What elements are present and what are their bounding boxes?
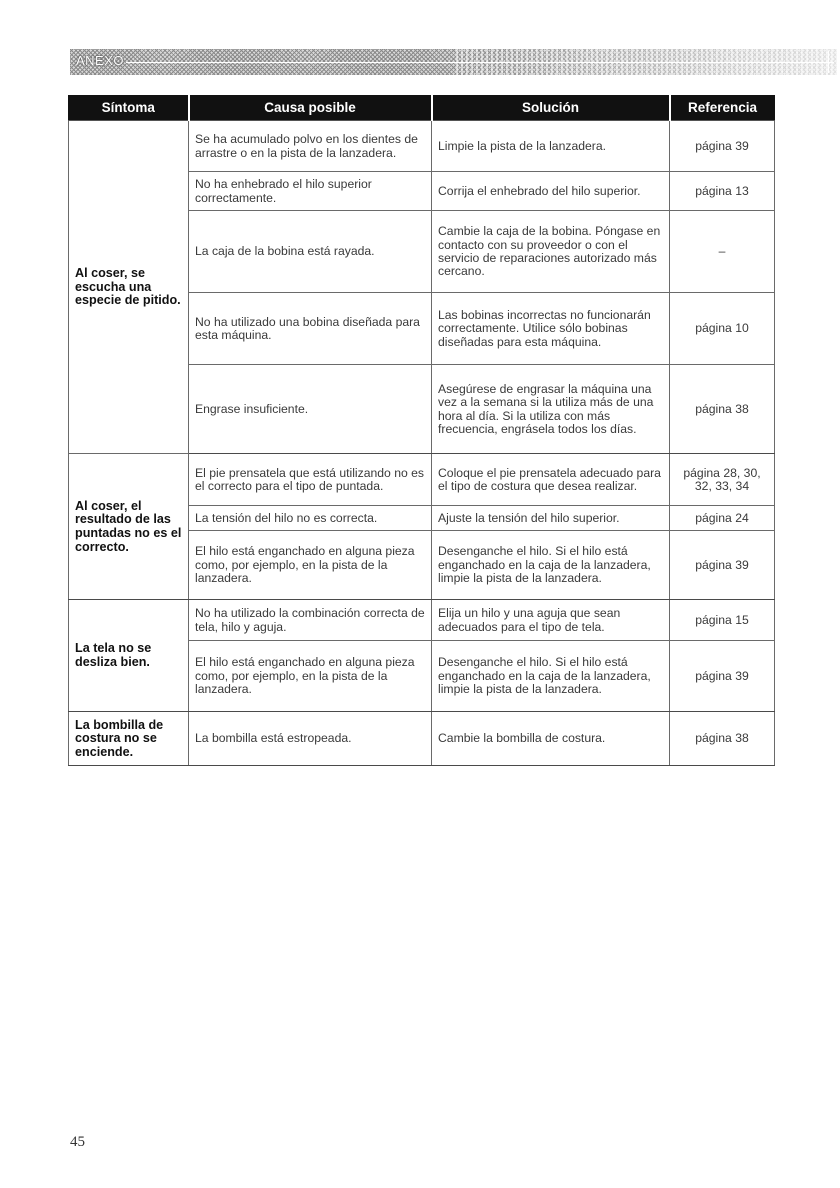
cause-cell: El hilo está enganchado en alguna pieza como, por ejemplo, en la pista de la lanzadera. (189, 531, 432, 600)
reference-cell: página 24 (670, 506, 775, 531)
column-header-reference: Referencia (670, 95, 775, 121)
solution-cell: Las bobinas incorrectas no funcionarán correctamente. Utilice sólo bobinas diseñadas para esta máquina. (432, 293, 670, 365)
symptom-cell: La tela no se desliza bien. (69, 600, 189, 712)
column-header-solution: Solución (432, 95, 670, 121)
symptom-cell: Al coser, el resultado de las puntadas no es el correcto. (69, 454, 189, 600)
cause-cell: No ha utilizado la combinación correcta de tela, hilo y aguja. (189, 600, 432, 641)
column-header-symptom: Síntoma (69, 95, 189, 121)
page-number: 45 (70, 1134, 85, 1150)
symptom-cell: La bombilla de costura no se enciende. (69, 712, 189, 766)
reference-cell: página 38 (670, 712, 775, 766)
table-header-row (69, 95, 775, 121)
reference-cell: página 15 (670, 600, 775, 641)
table-row (69, 600, 775, 641)
solution-cell: Corrija el enhebrado del hilo superior. (432, 172, 670, 211)
solution-cell: Cambie la caja de la bobina. Póngase en contacto con su proveedor o con el servicio de reparaciones autorizado más cercano. (432, 211, 670, 293)
section-header-rule (126, 62, 834, 63)
column-header-cause: Causa posible (189, 95, 432, 121)
cause-cell: Engrase insuficiente. (189, 365, 432, 454)
reference-cell: página 39 (670, 531, 775, 600)
reference-cell: página 38 (670, 365, 775, 454)
section-label: ANEXO (76, 53, 125, 68)
solution-cell: Elija un hilo y una aguja que sean adecuados para el tipo de tela. (432, 600, 670, 641)
cause-cell: No ha enhebrado el hilo superior correctamente. (189, 172, 432, 211)
table-row (69, 454, 775, 506)
solution-cell: Coloque el pie prensatela adecuado para el tipo de costura que desea realizar. (432, 454, 670, 506)
solution-cell: Cambie la bombilla de costura. (432, 712, 670, 766)
solution-cell: Desenganche el hilo. Si el hilo está enganchado en la caja de la lanzadera, limpie la pista de la lanzadera. (432, 531, 670, 600)
cause-cell: Se ha acumulado polvo en los dientes de arrastre o en la pista de la lanzadera. (189, 121, 432, 172)
reference-cell: página 39 (670, 121, 775, 172)
cause-cell: El hilo está enganchado en alguna pieza como, por ejemplo, en la pista de la lanzadera. (189, 641, 432, 712)
reference-cell: página 39 (670, 641, 775, 712)
reference-cell: – (670, 211, 775, 293)
reference-cell: página 13 (670, 172, 775, 211)
symptom-cell: Al coser, se escucha una especie de pitido. (69, 121, 189, 454)
cause-cell: No ha utilizado una bobina diseñada para esta máquina. (189, 293, 432, 365)
cause-cell: La caja de la bobina está rayada. (189, 211, 432, 293)
solution-cell: Ajuste la tensión del hilo superior. (432, 506, 670, 531)
table-row (69, 121, 775, 172)
solution-cell: Asegúrese de engrasar la máquina una vez a la semana si la utiliza más de una hora al día. Si la utiliza con más frecuencia, engrásela todos los días. (432, 365, 670, 454)
cause-cell: El pie prensatela que está utilizando no es el correcto para el tipo de puntada. (189, 454, 432, 506)
table-row (69, 712, 775, 766)
section-header-end-mark (828, 51, 837, 73)
cause-cell: La tensión del hilo no es correcta. (189, 506, 432, 531)
reference-cell: página 28, 30, 32, 33, 34 (670, 454, 775, 506)
solution-cell: Limpie la pista de la lanzadera. (432, 121, 670, 172)
cause-cell: La bombilla está estropeada. (189, 712, 432, 766)
solution-cell: Desenganche el hilo. Si el hilo está enganchado en la caja de la lanzadera, limpie la pista de la lanzadera. (432, 641, 670, 712)
troubleshooting-table (68, 95, 775, 766)
reference-cell: página 10 (670, 293, 775, 365)
